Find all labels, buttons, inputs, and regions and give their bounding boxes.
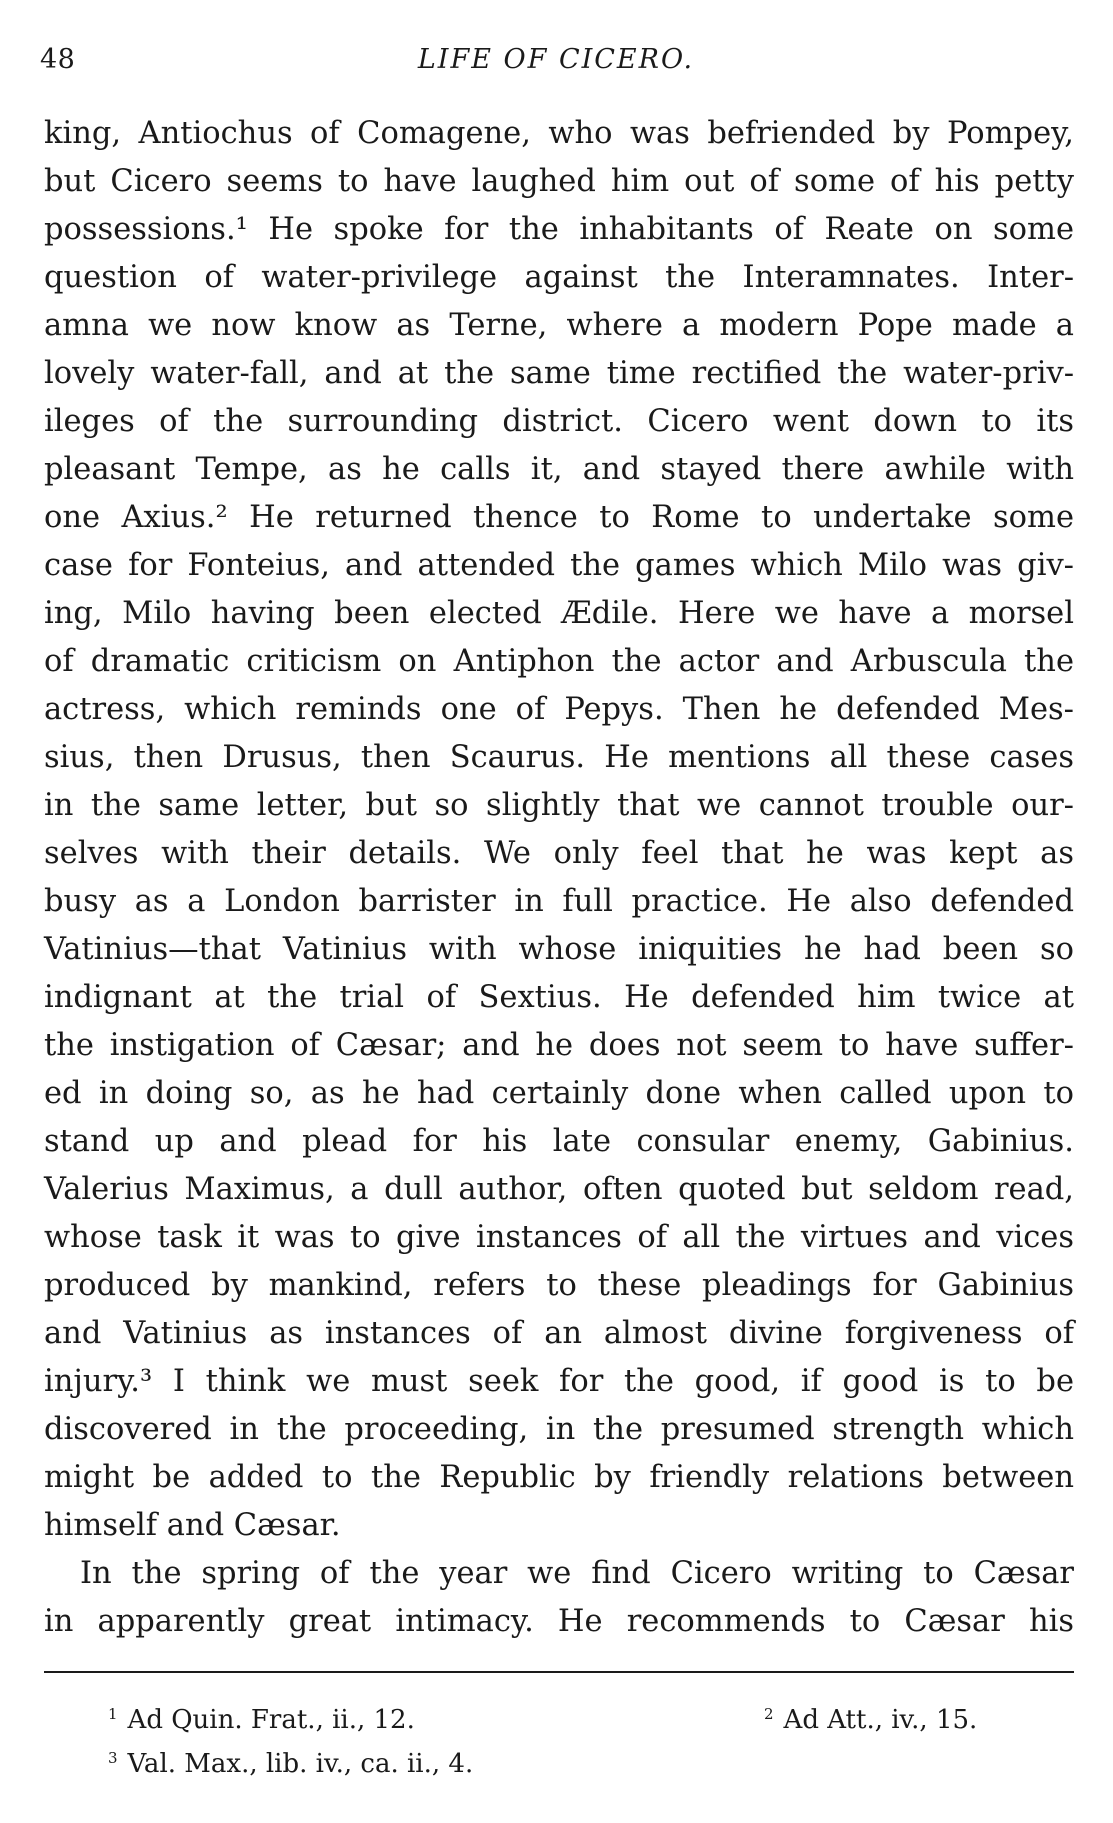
footnote-text: Ad Att., iv., 15. bbox=[783, 1705, 978, 1735]
text-line: but Cicero seems to have laughed him out of some of his petty bbox=[44, 164, 1074, 199]
text-line: and Vatinius as instances of an almost divine forgiveness of bbox=[44, 1316, 1074, 1351]
text-line: ed in doing so, as he had certainly done when called upon to bbox=[44, 1076, 1074, 1111]
footnote-text: Ad Quin. Frat., ii., 12. bbox=[127, 1705, 415, 1735]
text-line: whose task it was to give instances of all the virtues and vices bbox=[44, 1220, 1074, 1255]
footnote-3 bbox=[108, 1736, 473, 1786]
text-line: sius, then Drusus, then Scaurus. He mentions all these cases bbox=[44, 740, 1074, 775]
text-line: amna we now know as Terne, where a modern Pope made a bbox=[44, 308, 1074, 343]
page-header bbox=[40, 44, 1072, 84]
text-line: king, Antiochus of Comagene, who was befriended by Pompey, bbox=[44, 116, 1074, 151]
footnote-marker: 1 bbox=[108, 1705, 118, 1723]
text-line: discovered in the proceeding, in the presumed strength which bbox=[44, 1412, 1074, 1447]
text-line: ileges of the surrounding district. Cicero went down to its bbox=[44, 404, 1074, 439]
text-line: produced by mankind, refers to these pleadings for Gabinius bbox=[44, 1268, 1074, 1303]
running-head: LIFE OF CICERO. bbox=[417, 44, 695, 75]
paragraph-end-line: himself and Cæsar. bbox=[44, 1508, 341, 1543]
text-line: might be added to the Republic by friendly relations between bbox=[44, 1460, 1074, 1495]
text-line: one Axius.² He returned thence to Rome to undertake some bbox=[44, 500, 1074, 535]
body-text bbox=[44, 110, 1074, 1646]
footnote-2 bbox=[764, 1692, 977, 1742]
text-line: indignant at the trial of Sextius. He defended him twice at bbox=[44, 980, 1074, 1015]
text-line: Valerius Maximus, a dull author, often quoted but seldom read, bbox=[44, 1172, 1074, 1207]
text-line: of dramatic criticism on Antiphon the actor and Arbuscula the bbox=[44, 644, 1074, 679]
page-number: 48 bbox=[40, 44, 76, 75]
text-line: case for Fonteius, and attended the games which Milo was giv- bbox=[44, 548, 1074, 583]
text-line: question of water-privilege against the Interamnates. Inter- bbox=[44, 260, 1074, 295]
text-line: busy as a London barrister in full practice. He also defended bbox=[44, 884, 1074, 919]
text-line: in the same letter, but so slightly that we cannot trouble our- bbox=[44, 788, 1074, 823]
text-line: the instigation of Cæsar; and he does not seem to have suffer- bbox=[44, 1028, 1074, 1063]
footnote-row bbox=[44, 1692, 1074, 1736]
paragraph-start-line: In the spring of the year we find Cicero writing to Cæsar bbox=[80, 1556, 1074, 1591]
footnotes bbox=[44, 1692, 1074, 1780]
text-line: in apparently great intimacy. He recommends to Cæsar his bbox=[44, 1604, 1074, 1639]
footnote-marker: 3 bbox=[108, 1749, 118, 1767]
text-line: ing, Milo having been elected Ædile. Here we have a morsel bbox=[44, 596, 1074, 631]
footnote-1 bbox=[108, 1692, 415, 1742]
footnote-rule bbox=[44, 1671, 1074, 1673]
text-line: pleasant Tempe, as he calls it, and stayed there awhile with bbox=[44, 452, 1074, 487]
text-line: lovely water-fall, and at the same time rectified the water-priv- bbox=[44, 356, 1074, 391]
text-line: stand up and plead for his late consular enemy, Gabinius. bbox=[44, 1124, 1074, 1159]
text-line: selves with their details. We only feel that he was kept as bbox=[44, 836, 1074, 871]
footnote-row bbox=[44, 1736, 1074, 1780]
footnote-text: Val. Max., lib. iv., ca. ii., 4. bbox=[127, 1749, 474, 1779]
footnote-marker: 2 bbox=[764, 1705, 774, 1723]
text-line: possessions.¹ He spoke for the inhabitants of Reate on some bbox=[44, 212, 1074, 247]
text-line: actress, which reminds one of Pepys. Then he defended Mes- bbox=[44, 692, 1074, 727]
text-line: injury.³ I think we must seek for the good, if good is to be bbox=[44, 1364, 1074, 1399]
text-line: Vatinius—that Vatinius with whose iniquities he had been so bbox=[44, 932, 1074, 967]
